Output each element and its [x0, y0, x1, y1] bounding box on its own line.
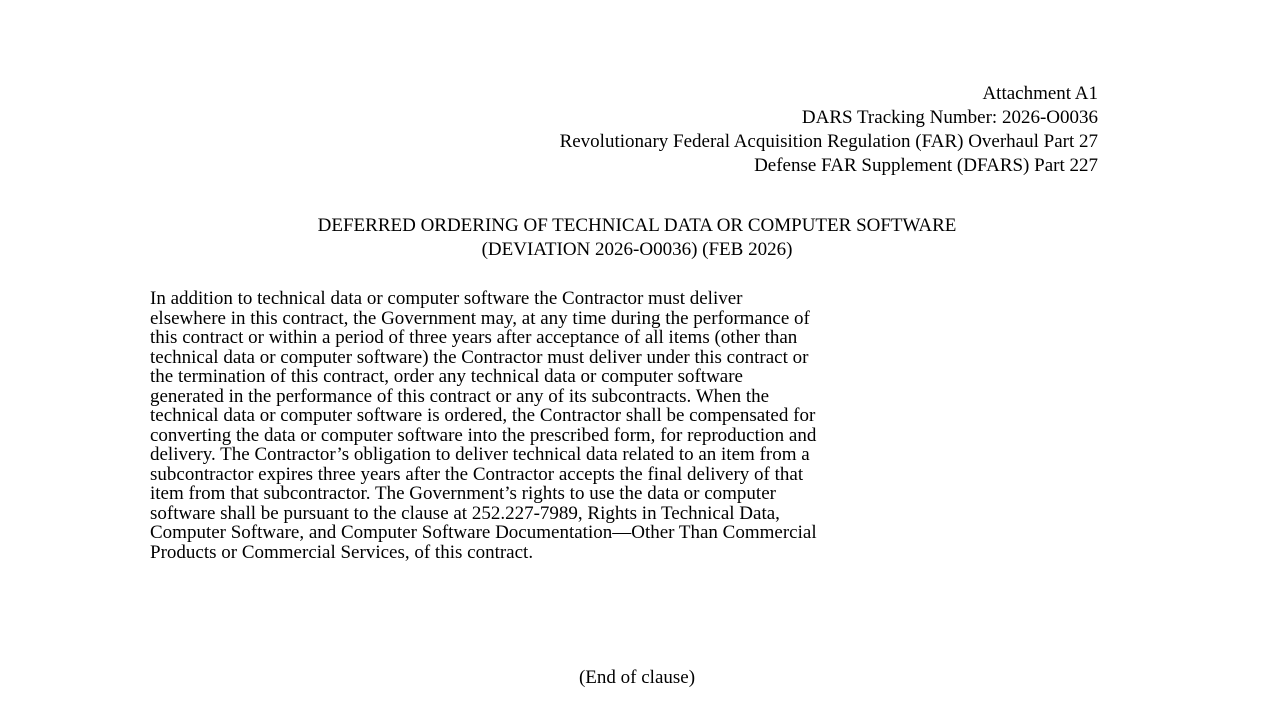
body-line: Computer Software, and Computer Software Documentation—Other Than Commercial [150, 522, 817, 543]
dfars-part: Defense FAR Supplement (DFARS) Part 227 [754, 155, 1098, 176]
body-line: technical data or computer software is ordered, the Contractor shall be compensated for [150, 405, 816, 426]
body-line: software shall be pursuant to the clause at 252.227-7989, Rights in Technical Data, [150, 502, 780, 524]
clause-title-line-1: DEFERRED ORDERING OF TECHNICAL DATA OR COMPUTER SOFTWARE [317, 215, 957, 236]
far-part: Revolutionary Federal Acquisition Regulation (FAR) Overhaul Part 27 [559, 131, 1098, 152]
end-of-clause: (End of clause) [578, 667, 696, 688]
tracking-number: DARS Tracking Number: 2026-O0036 [801, 107, 1098, 128]
clause-body [150, 289, 1130, 562]
body-line: generated in the performance of this contract or any of its subcontracts. When the [150, 385, 770, 407]
clause-title-line-2: (DEVIATION 2026-O0036) (FEB 2026) [481, 239, 793, 260]
clause-title [150, 214, 1124, 262]
body-line: this contract or within a period of three years after acceptance of all items (other than [150, 327, 798, 348]
body-line: In addition to technical data or computer software the Contractor must deliver [150, 288, 743, 309]
body-line: elsewhere in this contract, the Government may, at any time during the performance of [150, 307, 810, 329]
attachment-header [560, 82, 1098, 178]
body-line: converting the data or computer software into the prescribed form, for reproduction and [150, 424, 817, 446]
body-line: delivery. The Contractor’s obligation to deliver technical data related to an item from a [150, 444, 810, 465]
body-line: technical data or computer software) the Contractor must deliver under this contract or [150, 346, 809, 368]
body-line: item from that subcontractor. The Government’s rights to use the data or computer [150, 483, 776, 504]
body-line: subcontractor expires three years after the Contractor accepts the final delivery of that [150, 463, 804, 485]
attachment-label: Attachment A1 [982, 83, 1098, 104]
body-line: Products or Commercial Services, of this contract. [150, 541, 534, 563]
body-line: the termination of this contract, order any technical data or computer software [150, 366, 743, 387]
